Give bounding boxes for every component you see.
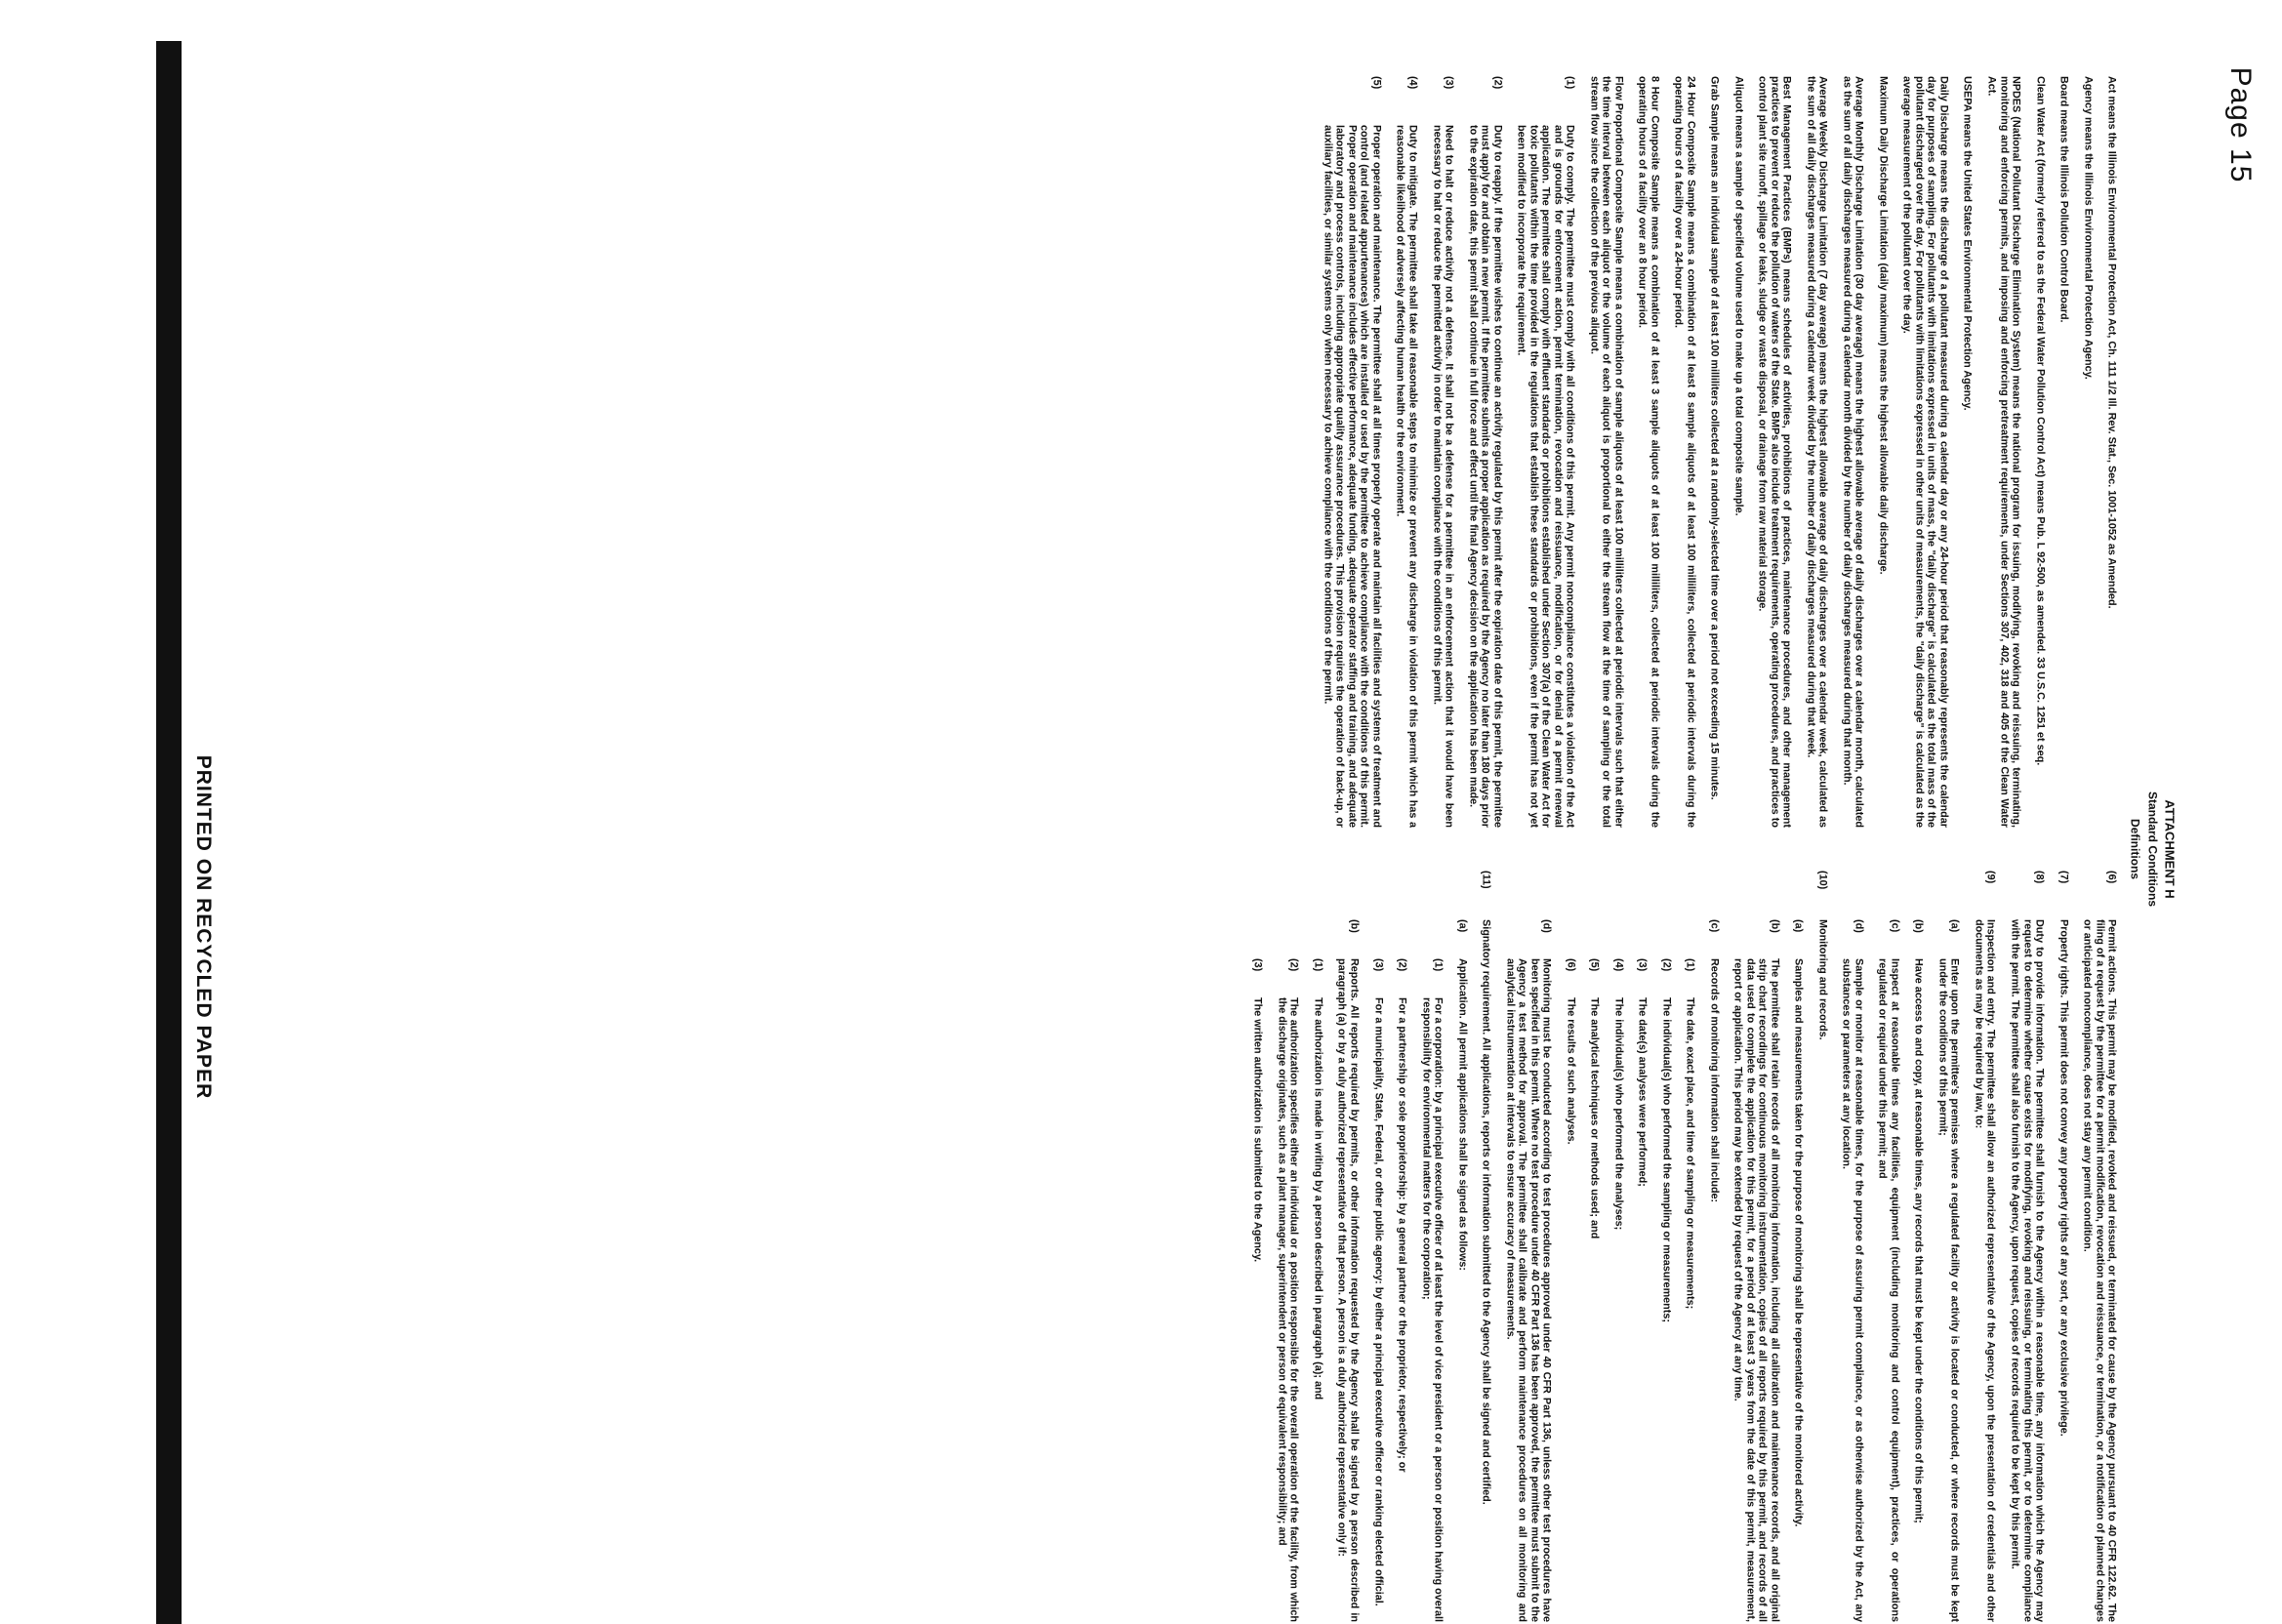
- column-left: [1309, 76, 2117, 828]
- condition-item: [1321, 76, 1382, 828]
- definition: Agency means the Illinois Environmental Protection Agency.: [2081, 76, 2094, 380]
- definition: Grab Sample means an individual sample of at least 100 milliliters collected at a randomly-selected time over a period not exceeding 15 minutes.: [1708, 76, 1721, 800]
- item-text: Duty to reapply. If the permittee wishes to continue an activity regulated by this permit after the expiration date of this permit, the permittee must apply for and obtain a new permit. If the permittee submits a proper application as required by the Agency no later than 180 days prior to the expiration date, this permit shall continue in full force and effect until the final Agency decision on the application has been made.: [1466, 125, 1503, 828]
- footer-label: PRINTED ON RECYCLED PAPER: [192, 754, 215, 1100]
- item-number: (5): [1369, 76, 1382, 90]
- item-number: (6): [1564, 958, 1576, 972]
- item-text: Application. All permit applications shall be signed as follows:: [1455, 958, 1468, 1271]
- definition: Average Weekly Discharge Limitation (7 day average) means the highest allowable average of daily discharges over a calendar week, calculated as the sum of all daily discharges measured during a calendar week divided by the number of daily discharges measured during that week.: [1804, 76, 1829, 828]
- item-number: (a): [1948, 919, 1961, 933]
- item-text: Monitoring must be conducted according to test procedures approved under 40 CFR Part 136, unless other test procedures have been specified in this permit. Where no test procedure under 40 CFR Part 136 has been approved, the permittee must submit to the Agency a test method for approval. The permittee shall calibrate and perform maintenance procedures on all monitoring and analytical instrumentation at intervals to ensure accuracy of measurements.: [1503, 958, 1553, 1622]
- item-number: (b): [1912, 919, 1925, 933]
- columns: [1240, 76, 2117, 1622]
- report-item: [1275, 958, 1299, 1622]
- item-number: (10): [1815, 871, 1828, 890]
- definition: USEPA means the United States Environmental Protection Agency.: [1961, 76, 1974, 411]
- item-text: Records of monitoring information shall include:: [1707, 958, 1720, 1203]
- condition-item: [1972, 871, 1996, 1622]
- item-number: (9): [1984, 871, 1997, 884]
- column-right: [1240, 871, 2117, 1622]
- page-number-label: Page 15: [2224, 66, 2257, 183]
- item-number: (4): [1611, 958, 1624, 972]
- item-text: For a corporation: by a principal executive officer of at least the level of vice president or a person or position having overall responsibility for environmental matters for the corporation;: [1419, 997, 1445, 1622]
- inspection-item: [1876, 919, 1900, 1622]
- item-number: (8): [2033, 871, 2046, 884]
- record-item: [1684, 958, 1696, 1622]
- item-number: (3): [1636, 958, 1649, 972]
- record-item: [1588, 958, 1601, 1622]
- item-number: (1): [1432, 958, 1445, 972]
- document: [249, 70, 2177, 1622]
- item-text: Duty to provide information. The permittee shall furnish to the Agency within a reasonable time, any information which the Agency may request to determine whether cause exists for modifying, revoking and reissuing, or terminating this permit, or to determine compliance with the permit. The permittee shall also furnish to the Agency, upon request, copies of records required to be kept by this permit.: [2009, 919, 2046, 1622]
- record-item: [1611, 958, 1624, 1622]
- item-number: (1): [1684, 958, 1696, 972]
- definition: 8 Hour Composite Sample means a combination of at least 3 sample aliquots of at least 100 milliliters, collected at periodic intervals during the operating hours of a facility over an 8 hour period.: [1636, 76, 1660, 828]
- item-number: (4): [1406, 76, 1418, 90]
- definition: Clean Water Act (formerly referred to as the Federal Water Pollution Control Act) means Pub. L 92-500, as amended. 33 U.S.C. 1251 et seq.: [2033, 76, 2046, 766]
- condition-item: [2057, 871, 2069, 1622]
- item-text: For a municipality, State, Federal, or other public agency: by either a principal executive officer or ranking elected official.: [1371, 997, 1384, 1606]
- item-text: Have access to and copy, at reasonable times, any records that must be kept under the conditions of this permit;: [1912, 958, 1925, 1523]
- signatory-item: [1335, 919, 1360, 1622]
- item-text: The individual(s) who performed the sampling or measurements;: [1659, 997, 1672, 1322]
- item-text: The date(s) analyses were performed;: [1636, 997, 1649, 1187]
- record-item: [1636, 958, 1649, 1622]
- item-number: (d): [1540, 919, 1553, 933]
- item-text: The results of such analyses.: [1564, 997, 1576, 1145]
- monitoring-item: [1503, 919, 1552, 1622]
- item-number: (d): [1852, 919, 1864, 933]
- definition: 24 Hour Composite Sample means a combination of at least 8 sample aliquots of at least 100 milliliters, collected at periodic intervals during the operating hours of a facility over a 24-hour period.: [1672, 76, 1696, 828]
- item-text: The authorization specifies either an individual or a position responsible for the overall operation of the facility, from which the discharge originates, such as a plant manager, superintendent or person of equivalent responsibility; and: [1275, 997, 1300, 1622]
- item-number: (a): [1792, 919, 1805, 933]
- item-number: (b): [1348, 919, 1360, 933]
- item-text: Monitoring and records.: [1815, 919, 1828, 1040]
- condition-item: [1515, 76, 1576, 828]
- item-number: (7): [2057, 871, 2069, 884]
- item-number: (b): [1768, 919, 1780, 933]
- application-item: [1419, 958, 1444, 1622]
- definition: Board means the Illinois Pollution Control Board.: [2058, 76, 2070, 323]
- definition: Average Monthly Discharge Limitation (30 day average) means the highest allowable average of daily discharges over a calendar month, calculated as the sum of all daily discharges measured during a calendar month divided by the number of daily discharges measured during that month.: [1840, 76, 1865, 828]
- application-item: [1371, 958, 1384, 1622]
- item-text: Enter upon the permittee's premises where a regulated facility or activity is located or conducted, or where records must be kept under the conditions of this permit;: [1936, 958, 1961, 1622]
- definition: NPDES (National Pollutant Discharge Elimination System) means the national program for issuing, modifying, revoking and reissuing, terminating, monitoring and enforcing permits, and imposing and enforcing pretreatment requirements, under Sections 307, 402, 318 and 405 of the Clean Water Act.: [1985, 76, 2022, 828]
- document-subtitle: Standard Conditions: [2144, 792, 2159, 907]
- signatory-item: [1455, 919, 1468, 1622]
- item-number: (2): [1659, 958, 1672, 972]
- item-text: Duty to mitigate. The permittee shall take all reasonable steps to minimize or prevent any discharge in violation of this permit which has a reasonable likelihood of adversely affecting human health or the environment.: [1394, 125, 1418, 828]
- definition: Flow Proportional Composite Sample means a combination of sample aliquots of at least 100 milliliters collected at periodic intervals such that either the time interval between each aliquot or the volume of each aliquot is proportional to either the stream flow at the time of sampling or the total stream flow since the collection of the previous aliquot.: [1587, 76, 1624, 828]
- application-item: [1396, 958, 1408, 1622]
- item-text: The authorization is made in writing by a person described in paragraph (a); and: [1311, 997, 1324, 1401]
- page-number: [2221, 18, 2260, 232]
- attachment-title: ATTACHMENT H: [2162, 799, 2177, 899]
- item-text: Inspect at reasonable times any facilities, equipment (including monitoring and control equipment), practices, or operations regulated or required under this permit; and: [1876, 958, 1900, 1622]
- condition-item: [1430, 76, 1454, 828]
- record-item: [1659, 958, 1672, 1622]
- document-wrapper: [249, 70, 2177, 1622]
- item-text: The individual(s) who performed the analyses;: [1611, 997, 1624, 1231]
- item-text: Proper operation and maintenance. The permittee shall at all times properly operate and maintain all facilities and systems of treatment and control (and related appurtenances) which are installed or used by the permittee to achieve compliance with the conditions of this permit. Proper operation and maintenance includes effective performance, adequate funding, adequate operator staffing and training, and adequate laboratory and process controls, including appropriate quality assurance procedures. This provision requires the operation of back-up, or auxiliary facilities, or similar systems only when necessary to achieve compliance with the conditions of the permit.: [1321, 125, 1382, 828]
- item-text: The written authorization is submitted to the Agency.: [1251, 997, 1264, 1263]
- monitoring-item: [1732, 919, 1780, 1622]
- item-number: (6): [2105, 871, 2118, 884]
- footer: [174, 754, 232, 1100]
- condition-item: [1480, 871, 1492, 1622]
- item-text: Samples and measurements taken for the purpose of monitoring shall be representative of the monitored activity.: [1792, 958, 1805, 1527]
- condition-item: [1394, 76, 1418, 828]
- item-number: (a): [1455, 919, 1468, 933]
- inspection-item: [1936, 919, 1960, 1622]
- item-number: (1): [1564, 76, 1576, 90]
- item-text: The date, exact place, and time of sampling or measurements;: [1684, 997, 1696, 1310]
- definition: Maximum Daily Discharge Limitation (daily maximum) means the highest allowable daily discharge.: [1876, 76, 1889, 575]
- condition-item: [2081, 871, 2118, 1622]
- monitoring-item: [1792, 919, 1805, 1622]
- record-item: [1564, 958, 1576, 1622]
- item-number: (3): [1371, 958, 1384, 972]
- inspection-item: [1912, 919, 1925, 1622]
- definition: Aliquot means a sample of specified volume used to make up a total composite sample.: [1732, 76, 1744, 516]
- item-text: The analytical techniques or methods used; and: [1588, 997, 1601, 1239]
- item-number: (3): [1251, 958, 1264, 972]
- report-item: [1251, 958, 1264, 1622]
- item-number: (3): [1443, 76, 1455, 90]
- condition-item: [1815, 871, 1828, 1622]
- condition-item: [1466, 76, 1503, 828]
- item-text: The permittee shall retain records of all monitoring information, including all calibration and maintenance records, and all original strip chart recordings for continuous monitoring instrumentation, copies of all reports required by this permit, and records of all data used to complete the application for this permit, for a period of at least 3 years from the date of this permit, measurement, report or application. This period may be extended by request of the Agency at any time.: [1732, 958, 1780, 1622]
- definition: Daily Discharge means the discharge of a pollutant measured during a calendar day or any 24-hour period that reasonably represents the calendar day for purposes of sampling. For pollutants with limitations expressed in units of mass, the "daily discharge" is calculated as the total mass of the pollutant discharged over the day. For pollutants with limitations expressed in other units of measurements, the "daily discharge" is calculated as the average measurement of the pollutant over the day.: [1900, 76, 1949, 828]
- item-text: Need to halt or reduce activity not a defense. It shall not be a defense for a permittee in an enforcement action that it would have been necessary to halt or reduce the permitted activity in order to maintain compliance with the conditions of this permit.: [1430, 125, 1455, 828]
- item-text: Sample or monitor at reasonable times, for the purpose of assuring permit compliance, or as otherwise authorized by the Act, any substances or parameters at any location.: [1840, 958, 1864, 1622]
- inspection-item: [1840, 919, 1864, 1622]
- item-text: Permit actions. This permit may be modified, revoked and reissued, or terminated for cause by the Agency pursuant to 40 CFR 122.62. The filing of a request by the permittee for a permit modification, revocation and reissuance, or termination, or a notification of planned changes or anticipated noncompliance, does not stay any permit condition.: [2081, 919, 2118, 1622]
- item-text: Property rights. This permit does not convey any property rights of any sort, or any exclusive privilege.: [2057, 919, 2069, 1437]
- item-number: (2): [1396, 958, 1408, 972]
- item-number: (2): [1490, 76, 1503, 90]
- report-item: [1311, 958, 1324, 1622]
- item-number: (5): [1588, 958, 1601, 972]
- item-number: (11): [1480, 871, 1492, 889]
- item-number: (2): [1287, 958, 1300, 972]
- item-number: (c): [1888, 919, 1900, 933]
- section-title: Definitions: [2128, 819, 2142, 879]
- definition: Act means the Illinois Environmental Protection Act, Ch. 111 1/2 Ill. Rev. Stat., Sec. 1001-1052 as Amended.: [2105, 76, 2118, 609]
- monitoring-item: [1707, 919, 1720, 1622]
- definition: Best Management Practices (BMPs) means schedules of activities, prohibitions of practices, maintenance procedures, and other management practices to prevent or reduce the pollution of waters of the State. BMPs also include treatment requirements, operating procedures, and practices to control plant site runoff, spillage or leaks, sludge or waste disposal, or drainage from raw material storage.: [1756, 76, 1793, 828]
- item-text: Inspection and entry. The permittee shall allow an authorized representative of the Agency, upon the presentation of credentials and other documents as may be required by law, to:: [1972, 919, 1997, 1622]
- item-number: (c): [1707, 919, 1720, 933]
- condition-item: [2009, 871, 2046, 1622]
- item-text: Duty to comply. The permittee must comply with all conditions of this permit. Any permit noncompliance constitutes a violation of the Act and is grounds for enforcement action, permit termination, revocation and reissuance, modification, or for denial of a permit renewal application. The permittee shall comply with effluent standards or prohibitions established under Section 307(a) of the Clean Water Act for toxic pollutants within the time provided in the regulations that establish these standards or prohibitions, even if the permit has not yet been modified to incorporate the requirement.: [1515, 125, 1576, 828]
- item-text: Reports. All reports required by permits, or other information requested by the Agency shall be signed by a person described in paragraph (a) or by a duly authorized representative of that person. A person is a duly authorized representative only if:: [1335, 958, 1360, 1622]
- item-text: Signatory requirement. All applications, reports or information submitted to the Agency shall be signed and certified.: [1480, 919, 1492, 1505]
- item-text: For a partnership or sole proprietorship: by a general partner or the proprietor, respectively; or: [1396, 997, 1408, 1473]
- item-number: (1): [1311, 958, 1324, 972]
